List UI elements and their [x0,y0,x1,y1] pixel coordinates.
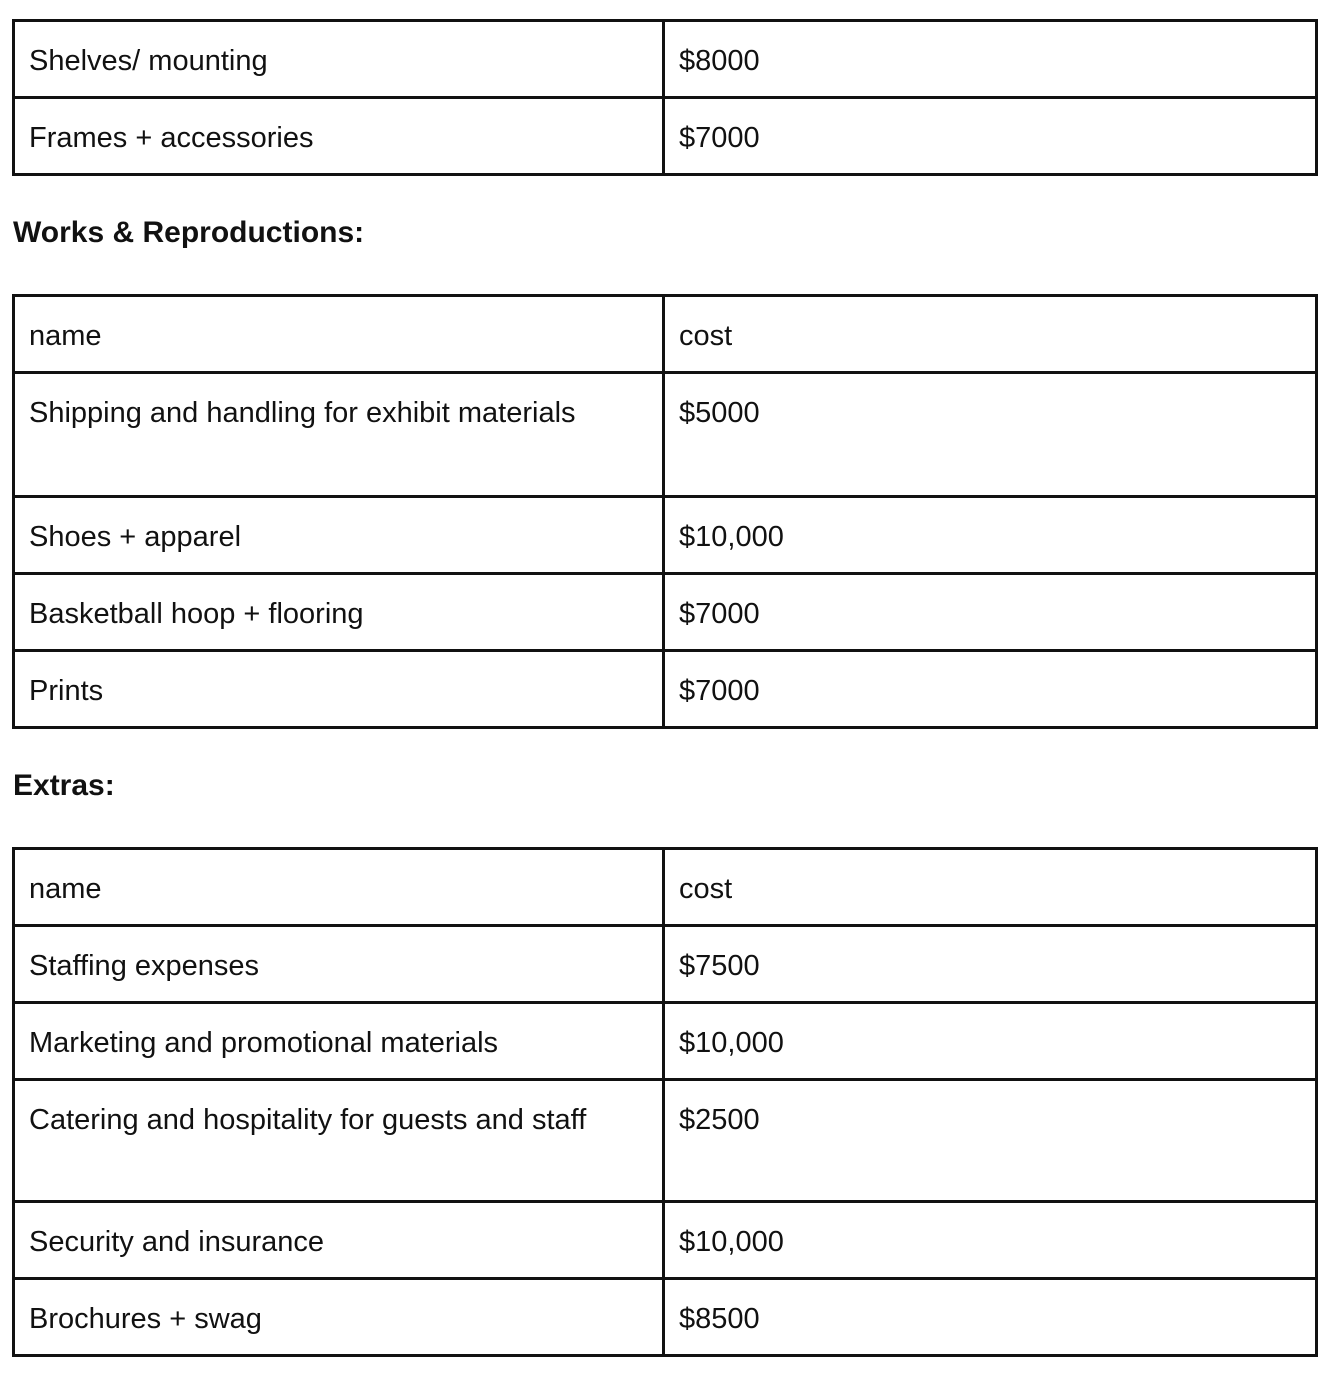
item-name-cell: Staffing expenses [14,926,664,1003]
item-name-cell: Marketing and promotional materials [14,1003,664,1080]
column-header-cost: cost [664,296,1317,373]
table-row [14,497,1317,574]
item-cost-cell: $10,000 [664,1202,1317,1279]
table-row [14,574,1317,651]
item-cost-cell: $7000 [664,98,1317,175]
item-name-cell: Shipping and handling for exhibit materials [14,373,664,497]
works-heading: Works & Reproductions: [13,216,365,249]
item-cost-cell: $10,000 [664,497,1317,574]
item-cost-cell: $2500 [664,1080,1317,1202]
works-cost-table [12,294,1318,729]
table-row [14,1202,1317,1279]
column-header-name: name [14,296,664,373]
item-name-cell: Shoes + apparel [14,497,664,574]
table-row [14,1279,1317,1356]
item-name-cell: Catering and hospitality for guests and staff [14,1080,664,1202]
item-cost-cell: $7500 [664,926,1317,1003]
column-header-name: name [14,849,664,926]
item-cost-cell: $7000 [664,574,1317,651]
item-cost-cell: $8500 [664,1279,1317,1356]
extras-cost-table [12,847,1318,1357]
item-name-cell: Frames + accessories [14,98,664,175]
top-cost-table [12,19,1318,176]
table-row [14,373,1317,497]
table-row [14,651,1317,728]
table-row [14,98,1317,175]
item-cost-cell: $7000 [664,651,1317,728]
table-row [14,1003,1317,1080]
item-name-cell: Prints [14,651,664,728]
item-name-cell: Security and insurance [14,1202,664,1279]
table-header-row [14,296,1317,373]
extras-heading: Extras: [13,769,115,802]
item-cost-cell: $10,000 [664,1003,1317,1080]
column-header-cost: cost [664,849,1317,926]
table-row [14,1080,1317,1202]
item-name-cell: Brochures + swag [14,1279,664,1356]
item-name-cell: Shelves/ mounting [14,21,664,98]
extras-table-wrapper [12,847,1315,1357]
item-name-cell: Basketball hoop + flooring [14,574,664,651]
works-table-wrapper [12,294,1315,729]
table-row [14,926,1317,1003]
table-row [14,21,1317,98]
item-cost-cell: $8000 [664,21,1317,98]
table-header-row [14,849,1317,926]
item-cost-cell: $5000 [664,373,1317,497]
top-cost-table-wrapper [12,19,1315,176]
